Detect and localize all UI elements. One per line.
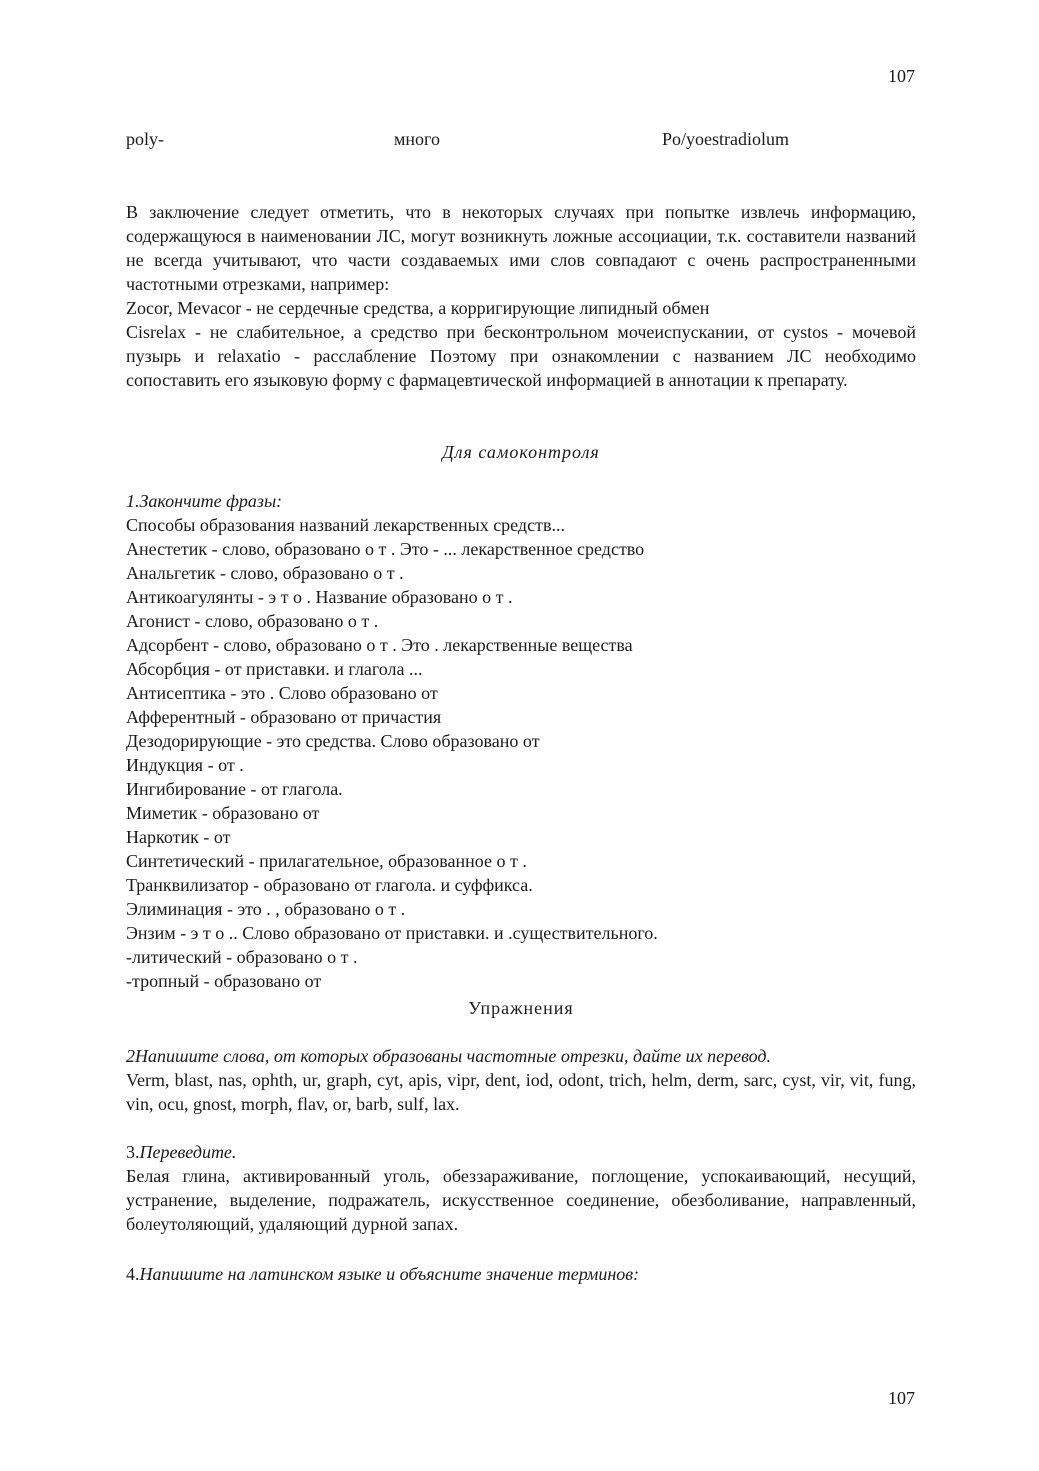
conclusion-example-zocor: Zocor, Mevacor - не сердечные средства, а корригирующие липидный обмен: [126, 298, 710, 318]
exercise-1-item: Агонист - слово, образовано о т .: [126, 611, 379, 631]
exercise-1-item: Анестетик - слово, образовано о т . Это - ... лекарственное средство: [126, 539, 645, 559]
exercise-1-item: Афферентный - образовано от причастия: [126, 707, 442, 727]
exercise-1-item: Дезодорирующие - это средства. Слово образовано от: [126, 731, 540, 751]
exercise-1-item: Индукция - от .: [126, 755, 244, 775]
exercise-1-item: Транквилизатор - образовано от глагола. и суффикса.: [126, 875, 533, 895]
self-control-heading: Для самоконтроля: [442, 442, 600, 462]
exercise-1-item: Энзим - э т о .. Слово образовано от приставки. и .существительного.: [126, 923, 658, 943]
exercise-1-item: Адсорбент - слово, образовано о т . Это . лекарственные вещества: [126, 635, 633, 655]
conclusion-example-cisrelax: Cisrelax - не слабительное, а средство при бесконтрольном мочеиспускании, от cystos - мочевой пузырь и relaxatio - расслабление Поэтому при ознакомлении с названием ЛС необходимо сопоставить его языковую форму с фармацевтической информацией в аннотации к препарату.: [126, 322, 916, 390]
exercise-4-number: 4.: [126, 1264, 140, 1284]
exercise-3-number: 3.: [126, 1142, 140, 1162]
exercise-2: [126, 1044, 916, 1116]
exercise-1-item: Анальгетик - слово, образовано о т .: [126, 563, 404, 583]
conclusion-section: [126, 200, 916, 392]
example-cell: Po/yoestradiolum: [662, 129, 789, 149]
exercise-1: [126, 489, 916, 993]
exercise-1-item: Элиминация - это . , образовано о т .: [126, 899, 406, 919]
exercise-3-title: Переведите.: [139, 1142, 237, 1162]
exercise-1-item: Миметик - образовано от: [126, 803, 320, 823]
exercise-1-item: Наркотик - от: [126, 827, 231, 847]
exercise-3: [126, 1140, 916, 1236]
exercise-4-title: Напишите на латинском языке и объясните значение терминов:: [139, 1264, 640, 1284]
page-number-top: 107: [888, 66, 915, 86]
exercise-1-item: Антикоагулянты - э т о . Название образовано о т .: [126, 587, 513, 607]
exercises-heading: Упражнения: [468, 998, 574, 1018]
exercise-1-item: -тропный - образовано от: [126, 971, 322, 991]
exercise-3-text: Белая глина, активированный уголь, обеззараживание, поглощение, успокаивающий, несущий, устранение, выделение, подражатель, искусственное соединение, обезболивание, направленный, болеутоляющий, удаляющий дурной запах.: [126, 1166, 916, 1234]
page-number-bottom: 107: [888, 1388, 915, 1408]
exercise-2-text: Verm, blast, nas, ophth, ur, graph, cyt, apis, vipr, dent, iod, odont, trich, helm, derm, sarc, cyst, vir, vit, fung, vin, ocu, gnost, morph, flav, or, barb, sulf, lax.: [126, 1070, 916, 1114]
exercise-1-item: Антисептика - это . Слово образовано от: [126, 683, 438, 703]
exercise-3-heading: [126, 1140, 916, 1164]
exercise-1-item: -литический - образовано о т .: [126, 947, 358, 967]
conclusion-paragraph: В заключение следует отметить, что в некоторых случаях при попытке извлечь информацию, содержащуюся в наименовании ЛС, могут возникнуть ложные ассоциации, т.к. составители названий не всегда учитывают, что части создаваемых ими слов совпадают с очень распространенными частотными отрезками, например:: [126, 202, 916, 294]
prefix-table-row: [126, 127, 916, 151]
exercise-1-item: Ингибирование - от глагола.: [126, 779, 343, 799]
exercise-1-item: Способы образования названий лекарственных средств...: [126, 515, 565, 535]
exercise-4: [126, 1262, 916, 1286]
prefix-cell: poly-: [126, 129, 164, 149]
meaning-cell: много: [394, 129, 440, 149]
exercise-1-item: Абсорбция - от приставки. и глагола ...: [126, 659, 423, 679]
exercise-1-item: Синтетический - прилагательное, образованное о т .: [126, 851, 527, 871]
exercise-2-title: 2Напишите слова, от которых образованы частотные отрезки, дайте их перевод.: [126, 1046, 772, 1066]
exercise-1-title: 1.Закончите фразы:: [126, 491, 283, 511]
